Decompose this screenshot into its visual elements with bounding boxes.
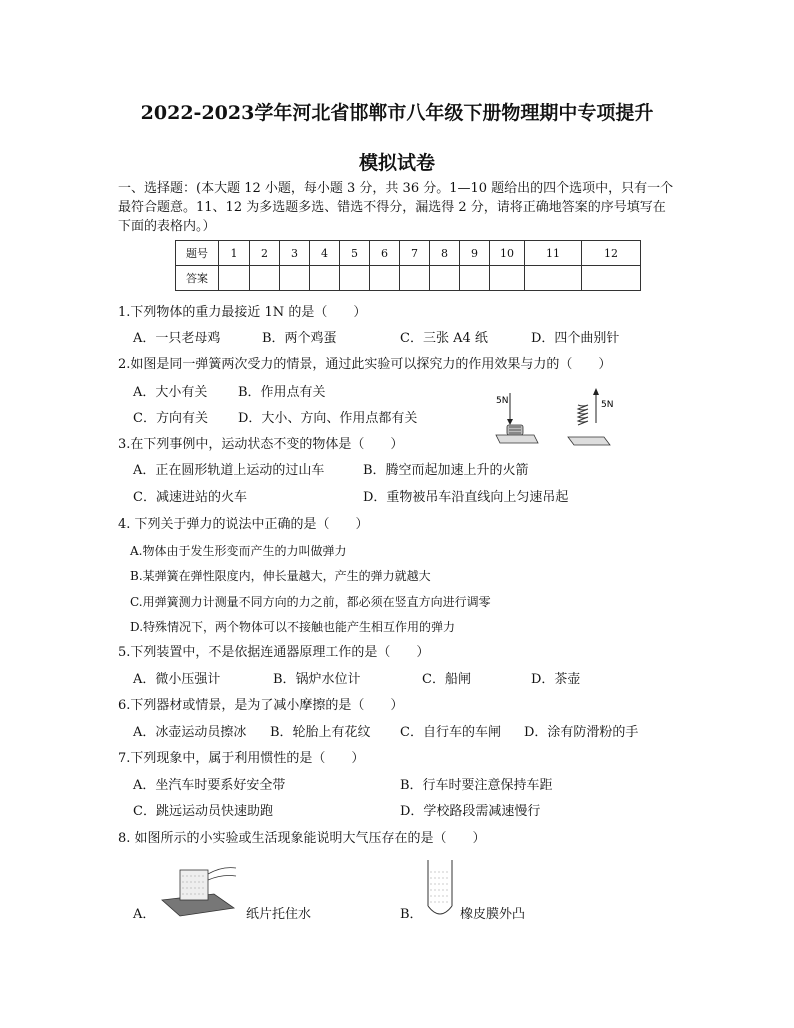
answer-table	[175, 240, 641, 291]
answer-cell[interactable]	[460, 266, 490, 291]
table-header-number: 题号	[176, 241, 219, 266]
bulging-membrane-icon	[428, 906, 452, 914]
arrow-down-head-icon	[507, 419, 513, 425]
water-glass-icon	[180, 870, 208, 900]
answer-cell[interactable]	[582, 266, 641, 291]
answer-cell[interactable]	[430, 266, 460, 291]
question-8-caption-b: 橡皮膜外凸	[460, 907, 526, 922]
question-7-stem: 7.下列现象中，属于利用惯性的是（ ）	[118, 751, 365, 766]
answer-cell[interactable]	[370, 266, 400, 291]
instructions-line-1: 一、选择题：(本大题 12 小题，每小题 3 分，共 36 分。1—10 题给出的四个选项中，只有一个	[118, 181, 674, 196]
question-5-stem: 5.下列装置中，不是依据连通器原理工作的是（ ）	[118, 645, 430, 660]
tube-icon	[428, 860, 452, 906]
answer-table-number-row	[176, 241, 641, 266]
question-6-stem: 6.下列器材或情景，是为了减小摩擦的是（ ）	[118, 698, 404, 713]
question-4-option-a: A.物体由于发生形变而产生的力叫做弹力	[130, 544, 347, 558]
force-label-right: 5N	[601, 400, 614, 410]
question-8-stem: 8. 如图所示的小实验或生活现象能说明大气压存在的是（ ）	[118, 831, 486, 846]
question-2-option-d: D．大小、方向、作用点都有关	[238, 411, 418, 426]
question-2-stem: 2.如图是同一弹簧两次受力的情景，通过此实验可以探究力的作用效果与力的（ ）	[118, 357, 612, 372]
answer-cell[interactable]	[525, 266, 582, 291]
question-1-option-d: D．四个曲别针	[531, 331, 620, 346]
question-8-option-b: B．	[400, 907, 423, 922]
question-5-option-b: B．锅炉水位计	[273, 672, 361, 687]
question-4-option-b: B.某弹簧在弹性限度内，伸长量越大，产生的弹力就越大	[130, 569, 431, 583]
force-label-left: 5N	[496, 396, 509, 406]
question-5-option-c: C．船闸	[422, 672, 471, 687]
question-7-option-b: B．行车时要注意保持车距	[400, 778, 553, 793]
question-3-option-b: B．腾空而起加速上升的火箭	[363, 463, 529, 478]
question-6-option-b: B．轮胎上有花纹	[270, 725, 371, 740]
answer-cell[interactable]	[219, 266, 250, 291]
answer-cell[interactable]	[280, 266, 310, 291]
question-5-option-a: A．微小压强计	[133, 672, 221, 687]
answer-cell[interactable]	[250, 266, 280, 291]
instructions-line-2: 最符合题意。11、12 为多选题多选、错选不得分，漏选得 2 分，请将正确地答案的序号填写在	[118, 200, 666, 215]
table-cell-number: 8	[430, 241, 460, 266]
question-6-option-c: C．自行车的车闸	[400, 725, 501, 740]
base-plate-right	[568, 437, 610, 445]
question-5-option-d: D．茶壶	[531, 672, 581, 687]
question-1-option-a: A．一只老母鸡	[133, 331, 221, 346]
answer-cell[interactable]	[490, 266, 525, 291]
question-1-option-c: C．三张 A4 纸	[400, 331, 488, 346]
table-header-answer: 答案	[176, 266, 219, 291]
question-4-stem: 4. 下列关于弹力的说法中正确的是（ ）	[118, 517, 369, 532]
question-2-option-b: B．作用点有关	[238, 385, 326, 400]
question-4-option-d: D.特殊情况下，两个物体可以不接触也能产生相互作用的弹力	[130, 620, 456, 634]
question-3-option-d: D．重物被吊车沿直线向上匀速吊起	[363, 490, 569, 505]
paper-holds-water-figure	[158, 860, 238, 920]
table-cell-number: 6	[370, 241, 400, 266]
question-6-option-d: D．涂有防滑粉的手	[524, 725, 639, 740]
question-8-option-a: A．	[133, 907, 156, 922]
table-cell-number: 3	[280, 241, 310, 266]
table-cell-number: 2	[250, 241, 280, 266]
exam-title: 2022-2023学年河北省邯郸市八年级下册物理期中专项提升	[140, 102, 654, 124]
exam-subtitle: 模拟试卷	[358, 152, 435, 174]
hand-icon	[208, 868, 236, 880]
rubber-membrane-figure	[420, 858, 460, 922]
instructions-line-3: 下面的表格内。）	[118, 219, 216, 234]
question-1-option-b: B．两个鸡蛋	[262, 331, 337, 346]
arrow-up-head-icon	[593, 388, 599, 395]
question-7-option-c: C．跳远运动员快速助跑	[133, 804, 273, 819]
question-8-caption-a: 纸片托住水	[246, 907, 312, 922]
base-plate-left	[496, 435, 538, 443]
question-3-stem: 3.在下列事例中，运动状态不变的物体是（ ）	[118, 437, 404, 452]
answer-cell[interactable]	[340, 266, 370, 291]
table-cell-number: 5	[340, 241, 370, 266]
table-cell-number: 4	[310, 241, 340, 266]
question-6-option-a: A．冰壶运动员擦冰	[133, 725, 247, 740]
table-cell-number: 12	[582, 241, 641, 266]
answer-cell[interactable]	[400, 266, 430, 291]
question-3-option-a: A．正在圆形轨道上运动的过山车	[133, 463, 325, 478]
answer-table-answer-row	[176, 266, 641, 291]
table-cell-number: 11	[525, 241, 582, 266]
stretched-spring-icon	[578, 405, 588, 425]
table-cell-number: 1	[219, 241, 250, 266]
question-4-option-c: C.用弹簧测力计测量不同方向的力之前，都必须在竖直方向进行调零	[130, 595, 491, 609]
table-cell-number: 9	[460, 241, 490, 266]
question-7-option-a: A．坐汽车时要系好安全带	[133, 778, 286, 793]
table-cell-number: 10	[490, 241, 525, 266]
question-7-option-d: D．学校路段需减速慢行	[400, 804, 541, 819]
question-2-option-a: A．大小有关	[133, 385, 208, 400]
question-2-option-c: C．方向有关	[133, 411, 208, 426]
spring-figure	[492, 385, 632, 455]
table-cell-number: 7	[400, 241, 430, 266]
answer-cell[interactable]	[310, 266, 340, 291]
question-1-stem: 1.下列物体的重力最接近 1N 的是（ ）	[118, 305, 367, 320]
question-3-option-c: C．减速进站的火车	[133, 490, 247, 505]
